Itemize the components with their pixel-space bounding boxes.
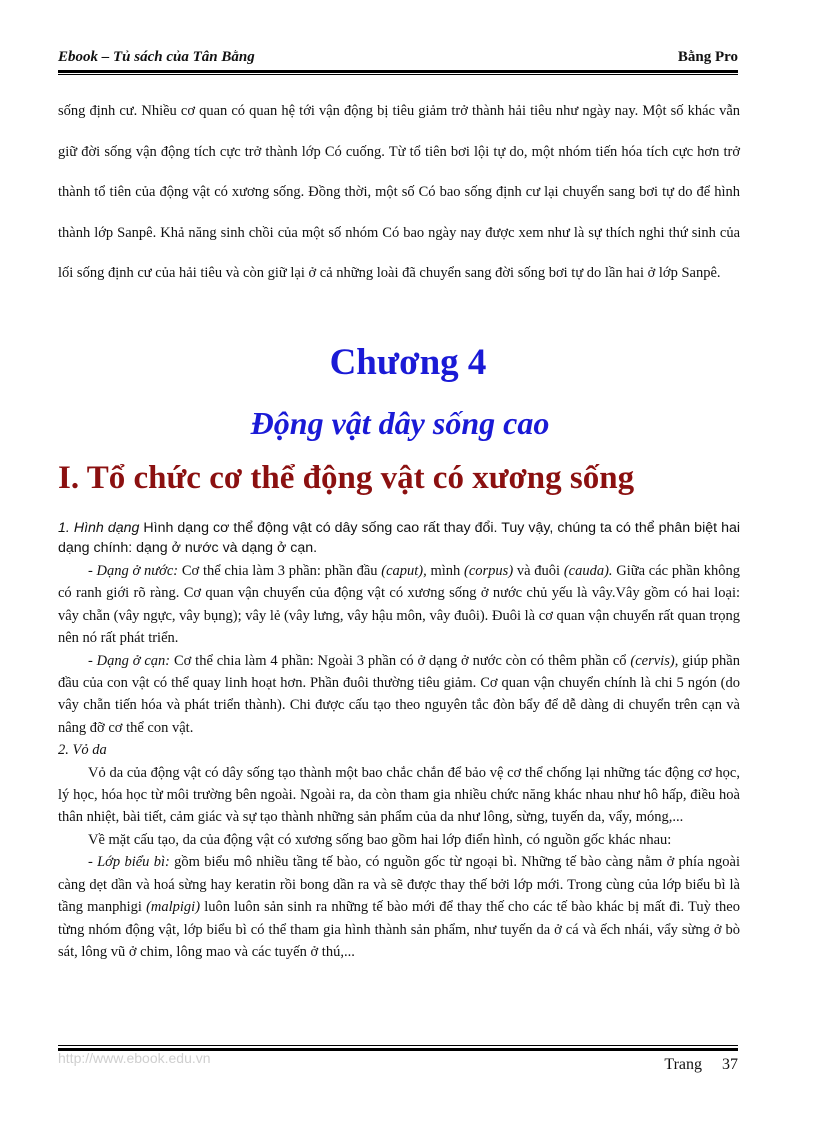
chapter-subtitle: Động vật dây sống cao (250, 405, 550, 441)
subheading-vo-da: 2. Vỏ da (58, 742, 107, 759)
header-left-title: Ebook – Tủ sách của Tân Bằng (58, 49, 255, 65)
body-text (58, 518, 740, 963)
header-rule-thin (58, 74, 738, 75)
chapter-title: Chương 4 (329, 342, 487, 383)
paragraph-vo-da-1: Vỏ da của động vật có dây sống tạo thành một bao chắc chắn để bảo vệ cơ thể chống lại những tác động cơ học, lý học, hóa học từ môi trường bên ngoài. Ngoài ra, da còn tham gia nhiều chức năng khác nhau như hô hấp, điều hoà thân nhiệt, bài tiết, cảm giác và sự tạo thành những sản phẩm của da như lông, sừng, tuyến da, vẩy, móng,... (58, 764, 740, 826)
section-title: I. Tổ chức cơ thể động vật có xương sống (58, 460, 635, 496)
header-rule-thick (58, 70, 738, 73)
subheading-hinh-dang: 1. Hình dạng (58, 520, 140, 536)
page-number (664, 1056, 738, 1074)
header-right-title: Bằng Pro (677, 49, 738, 65)
page-header (58, 49, 738, 71)
intro-paragraph: sống định cư. Nhiều cơ quan có quan hệ tới vận động bị tiêu giảm trở thành hải tiêu như ngày nay. Một số khác vẫn giữ đời sống vận động tích cực trở thành lớp Có cuống. Từ tổ tiên bơi lội tự do, một nhóm tiến hóa tích cực hơn trở thành tổ tiên của động vật có xương sống. Đồng thời, một số Có bao sống định cư lại chuyển sang bơi tự do để hình thành lớp Sanpê. Khả năng sinh chồi của một số nhóm Có bao ngày nay được xem như là sự thích nghi thứ sinh của lối sống định cư của hải tiêu và còn giữ lại ở cả những loài đã chuyển sang đời sống bơi tự do lần hai ở lớp Sanpê. (58, 103, 740, 281)
footer-url-link[interactable]: http://www.ebook.edu.vn (58, 1050, 211, 1066)
paragraph-dang-o-can: - Dạng ở cạn: Cơ thể chia làm 4 phần: Ngoài 3 phần có ở dạng ở nước còn có thêm phần cổ (cervis), giúp phần đầu của con vật có thể quay linh hoạt hơn. Phần đuôi thường tiêu giảm. Cơ quan vận chuyển chính là chi 5 ngón (do vây chẵn tiến hóa và phát triển thành). Chi được cấu tạo theo nguyên tắc đòn bẩy để dễ dàng di chuyển trên cạn và nâng đỡ cơ thể con vật. (58, 652, 740, 736)
footer-rule-thin (58, 1045, 738, 1046)
paragraph-dang-o-nuoc: - Dạng ở nước: Cơ thể chia làm 3 phần: phần đầu (caput), mình (corpus) và đuôi (cauda). Giữa các phần không có ranh giới rõ ràng. Cơ quan vận chuyển của động vật có xương sống ở nước chủ yếu là vây.Vây gồm có hai loại: vây chẵn (vây ngực, vây bụng); vây lẻ (vây lưng, vây hậu môn, vây đuôi). Đuôi là cơ quan vận chuyển rất quan trọng nên nó rất phát triển. (58, 563, 740, 647)
paragraph-vo-da-2: Về mặt cấu tạo, da của động vật có xương sống bao gồm hai lớp điển hình, có nguồn gốc khác nhau: (88, 831, 672, 848)
page-number-value: 37 (722, 1056, 738, 1073)
page-label: Trang (664, 1056, 702, 1073)
paragraph-lop-bieu-bi: - Lớp biểu bì: gồm biểu mô nhiều tầng tế bào, có nguồn gốc từ ngoại bì. Những tế bào càng nằm ở phía ngoài càng dẹt dần và hoá sừng hay keratin rồi bong dần ra và sẽ được thay thế bởi lớp mới. Trong cùng của lớp biểu bì là tầng manphigi (malpigi) luôn luôn sản sinh ra những tế bào mới để thay thế cho các tế bào khác bị mất đi. Tuỳ theo từng nhóm động vật, lớp biểu bì có thể tham gia hình thành sản phẩm, như tuyến da ở cá và ếch nhái, vẩy sừng ở bò sát, lông vũ ở chim, lông mao và các tuyến ở thú,... (58, 854, 741, 960)
paragraph-hinh-dang: 1. Hình dạng Hình dạng cơ thể động vật có dây sống cao rất thay đổi. Tuy vậy, chúng ta có thể phân biệt hai dạng chính: dạng ở nước và dạng ở cạn. (58, 520, 741, 556)
